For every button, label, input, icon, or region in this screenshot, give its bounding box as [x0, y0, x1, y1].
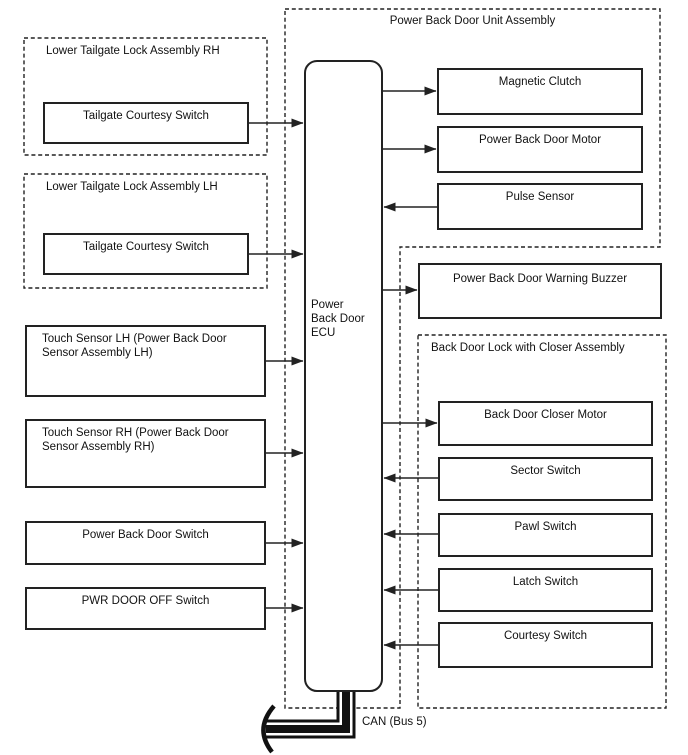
pulse-sensor-box: Pulse Sensor [437, 183, 643, 230]
touch-sensor-rh-box: Touch Sensor RH (Power Back Door Sensor Assembly RH) [25, 419, 266, 488]
courtesy-switch-box: Courtesy Switch [438, 622, 653, 668]
tailgate-courtesy-switch-lh-box: Tailgate Courtesy Switch [43, 233, 249, 275]
can-bus-label: CAN (Bus 5) [362, 716, 427, 728]
latch-switch-box: Latch Switch [438, 568, 653, 612]
back-door-closer-motor-box: Back Door Closer Motor [438, 401, 653, 446]
lower-tailgate-rh-title: Lower Tailgate Lock Assembly RH [46, 45, 220, 57]
tailgate-courtesy-switch-rh-box: Tailgate Courtesy Switch [43, 102, 249, 144]
lower-tailgate-lh-title: Lower Tailgate Lock Assembly LH [46, 181, 218, 193]
ecu-label-line3: ECU [311, 327, 336, 339]
can-bus-cable [263, 688, 346, 752]
warning-buzzer-box: Power Back Door Warning Buzzer [418, 263, 662, 319]
touch-sensor-lh-box: Touch Sensor LH (Power Back Door Sensor Assembly LH) [25, 325, 266, 397]
ecu-label [311, 298, 365, 340]
unit-assembly-title: Power Back Door Unit Assembly [389, 15, 556, 27]
power-back-door-ecu-box [304, 60, 383, 692]
power-back-door-switch-box: Power Back Door Switch [25, 521, 266, 565]
pwr-door-off-switch-box: PWR DOOR OFF Switch [25, 587, 266, 630]
sector-switch-box: Sector Switch [438, 457, 653, 501]
ecu-label-line1: Power [311, 299, 344, 311]
ecu-label-line2: Back Door [311, 313, 365, 325]
magnetic-clutch-box: Magnetic Clutch [437, 68, 643, 115]
closer-assembly-title: Back Door Lock with Closer Assembly [431, 342, 625, 354]
power-back-door-motor-box: Power Back Door Motor [437, 126, 643, 173]
pawl-switch-box: Pawl Switch [438, 513, 653, 557]
